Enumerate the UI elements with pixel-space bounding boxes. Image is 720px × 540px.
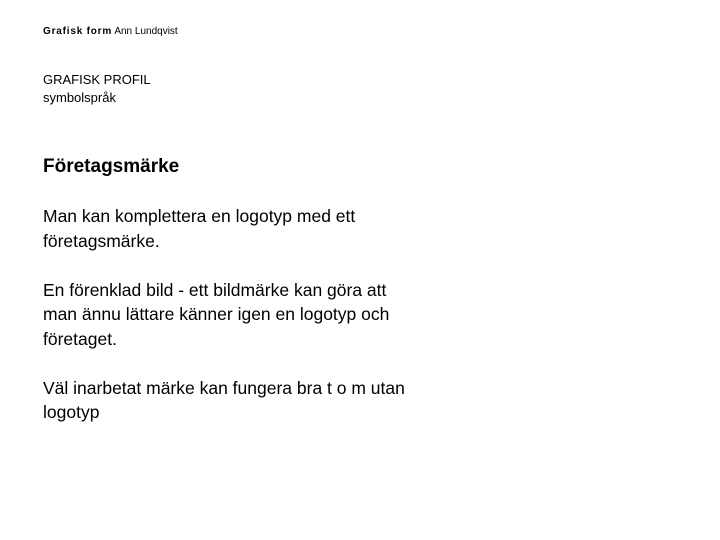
profile-subheading: symbolspråk (43, 90, 116, 105)
paragraph-line: Väl inarbetat märke kan fungera bra t o m utan (43, 377, 405, 398)
page-header (43, 26, 178, 38)
paragraph-line: Man kan komplettera en logotyp med ett (43, 206, 356, 226)
paragraph-3 (43, 376, 513, 425)
paragraph-1 (43, 204, 513, 253)
body-text (43, 204, 513, 449)
paragraph-line: En förenklad bild - ett bildmärke kan göra att (43, 279, 387, 300)
paragraph-line: man ännu lättare känner igen en logotyp och (43, 304, 390, 324)
header-author: Ann Lundqvist (114, 26, 178, 37)
paragraph-2 (43, 278, 513, 352)
paragraph-line: logotyp (43, 402, 100, 422)
paragraph-line: företagsmärke. (43, 230, 160, 251)
profile-section (43, 71, 151, 107)
header-brand: Grafisk form (43, 26, 113, 37)
page-title: Företagsmärke (43, 156, 180, 177)
paragraph-line: företaget. (43, 328, 117, 349)
profile-heading: GRAFISK PROFIL (43, 72, 151, 87)
